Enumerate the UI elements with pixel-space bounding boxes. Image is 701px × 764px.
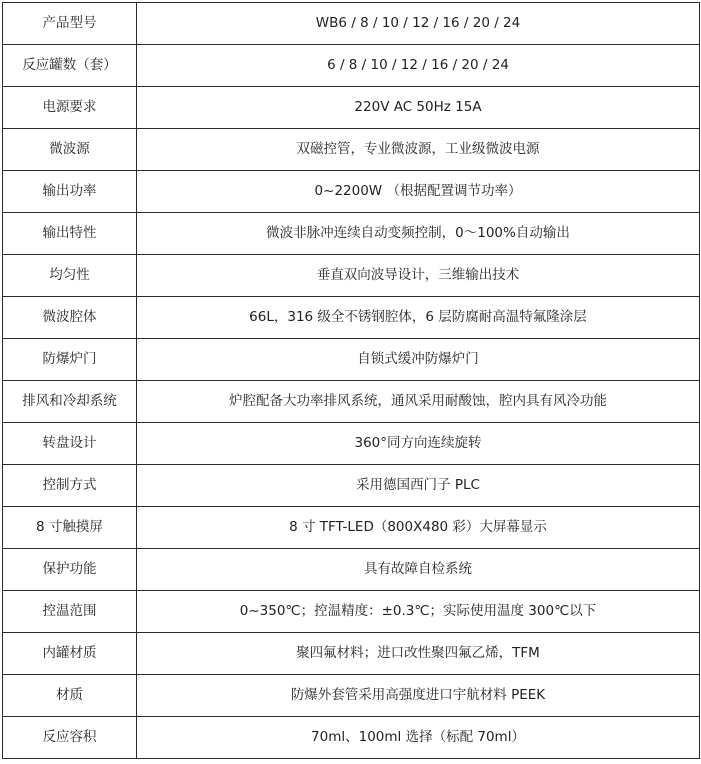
spec-label-cell: 控温范围	[3, 591, 137, 633]
spec-label-cell: 控制方式	[3, 465, 137, 507]
spec-value-cell: 采用德国西门子 PLC	[137, 465, 700, 507]
spec-value-cell: 220V AC 50Hz 15A	[137, 87, 700, 129]
table-row	[3, 171, 700, 213]
spec-label-cell: 输出功率	[3, 171, 137, 213]
spec-value-cell: WB6 / 8 / 10 / 12 / 16 / 20 / 24	[137, 3, 700, 45]
spec-label-cell: 输出特性	[3, 213, 137, 255]
table-row	[3, 297, 700, 339]
spec-label-cell: 内罐材质	[3, 633, 137, 675]
spec-table	[2, 2, 700, 759]
table-row	[3, 675, 700, 717]
spec-table-body	[3, 3, 700, 759]
table-row	[3, 465, 700, 507]
spec-value-cell: 聚四氟材料；进口改性聚四氟乙烯，TFM	[137, 633, 700, 675]
table-row	[3, 423, 700, 465]
spec-value-cell: 66L，316 级全不锈钢腔体，6 层防腐耐高温特氟隆涂层	[137, 297, 700, 339]
spec-label-cell: 均匀性	[3, 255, 137, 297]
spec-value-cell: 0~350℃；控温精度：±0.3℃；实际使用温度 300℃以下	[137, 591, 700, 633]
spec-value-cell: 自锁式缓冲防爆炉门	[137, 339, 700, 381]
table-row	[3, 717, 700, 759]
spec-value-cell: 0~2200W （根据配置调节功率）	[137, 171, 700, 213]
spec-label-cell: 反应罐数（套）	[3, 45, 137, 87]
table-row	[3, 507, 700, 549]
spec-label-cell: 转盘设计	[3, 423, 137, 465]
table-row	[3, 3, 700, 45]
table-row	[3, 339, 700, 381]
table-row	[3, 213, 700, 255]
spec-label-cell: 8 寸触摸屏	[3, 507, 137, 549]
spec-label-cell: 微波源	[3, 129, 137, 171]
spec-value-cell: 双磁控管，专业微波源，工业级微波电源	[137, 129, 700, 171]
spec-label-cell: 电源要求	[3, 87, 137, 129]
spec-value-cell: 炉腔配备大功率排风系统，通风采用耐酸蚀，腔内具有风冷功能	[137, 381, 700, 423]
spec-label-cell: 产品型号	[3, 3, 137, 45]
spec-value-cell: 防爆外套管采用高强度进口宇航材料 PEEK	[137, 675, 700, 717]
spec-label-cell: 微波腔体	[3, 297, 137, 339]
spec-value-cell: 6 / 8 / 10 / 12 / 16 / 20 / 24	[137, 45, 700, 87]
table-row	[3, 549, 700, 591]
table-row	[3, 45, 700, 87]
table-row	[3, 591, 700, 633]
spec-value-cell: 360°同方向连续旋转	[137, 423, 700, 465]
spec-label-cell: 排风和冷却系统	[3, 381, 137, 423]
spec-label-cell: 防爆炉门	[3, 339, 137, 381]
spec-label-cell: 保护功能	[3, 549, 137, 591]
spec-value-cell: 微波非脉冲连续自动变频控制，0～100%自动输出	[137, 213, 700, 255]
spec-value-cell: 70ml、100ml 选择（标配 70ml）	[137, 717, 700, 759]
table-row	[3, 381, 700, 423]
spec-value-cell: 垂直双向波导设计，三维输出技术	[137, 255, 700, 297]
table-row	[3, 633, 700, 675]
spec-value-cell: 8 寸 TFT-LED（800X480 彩）大屏幕显示	[137, 507, 700, 549]
table-row	[3, 87, 700, 129]
table-row	[3, 129, 700, 171]
spec-label-cell: 反应容积	[3, 717, 137, 759]
table-row	[3, 255, 700, 297]
spec-value-cell: 具有故障自检系统	[137, 549, 700, 591]
spec-label-cell: 材质	[3, 675, 137, 717]
